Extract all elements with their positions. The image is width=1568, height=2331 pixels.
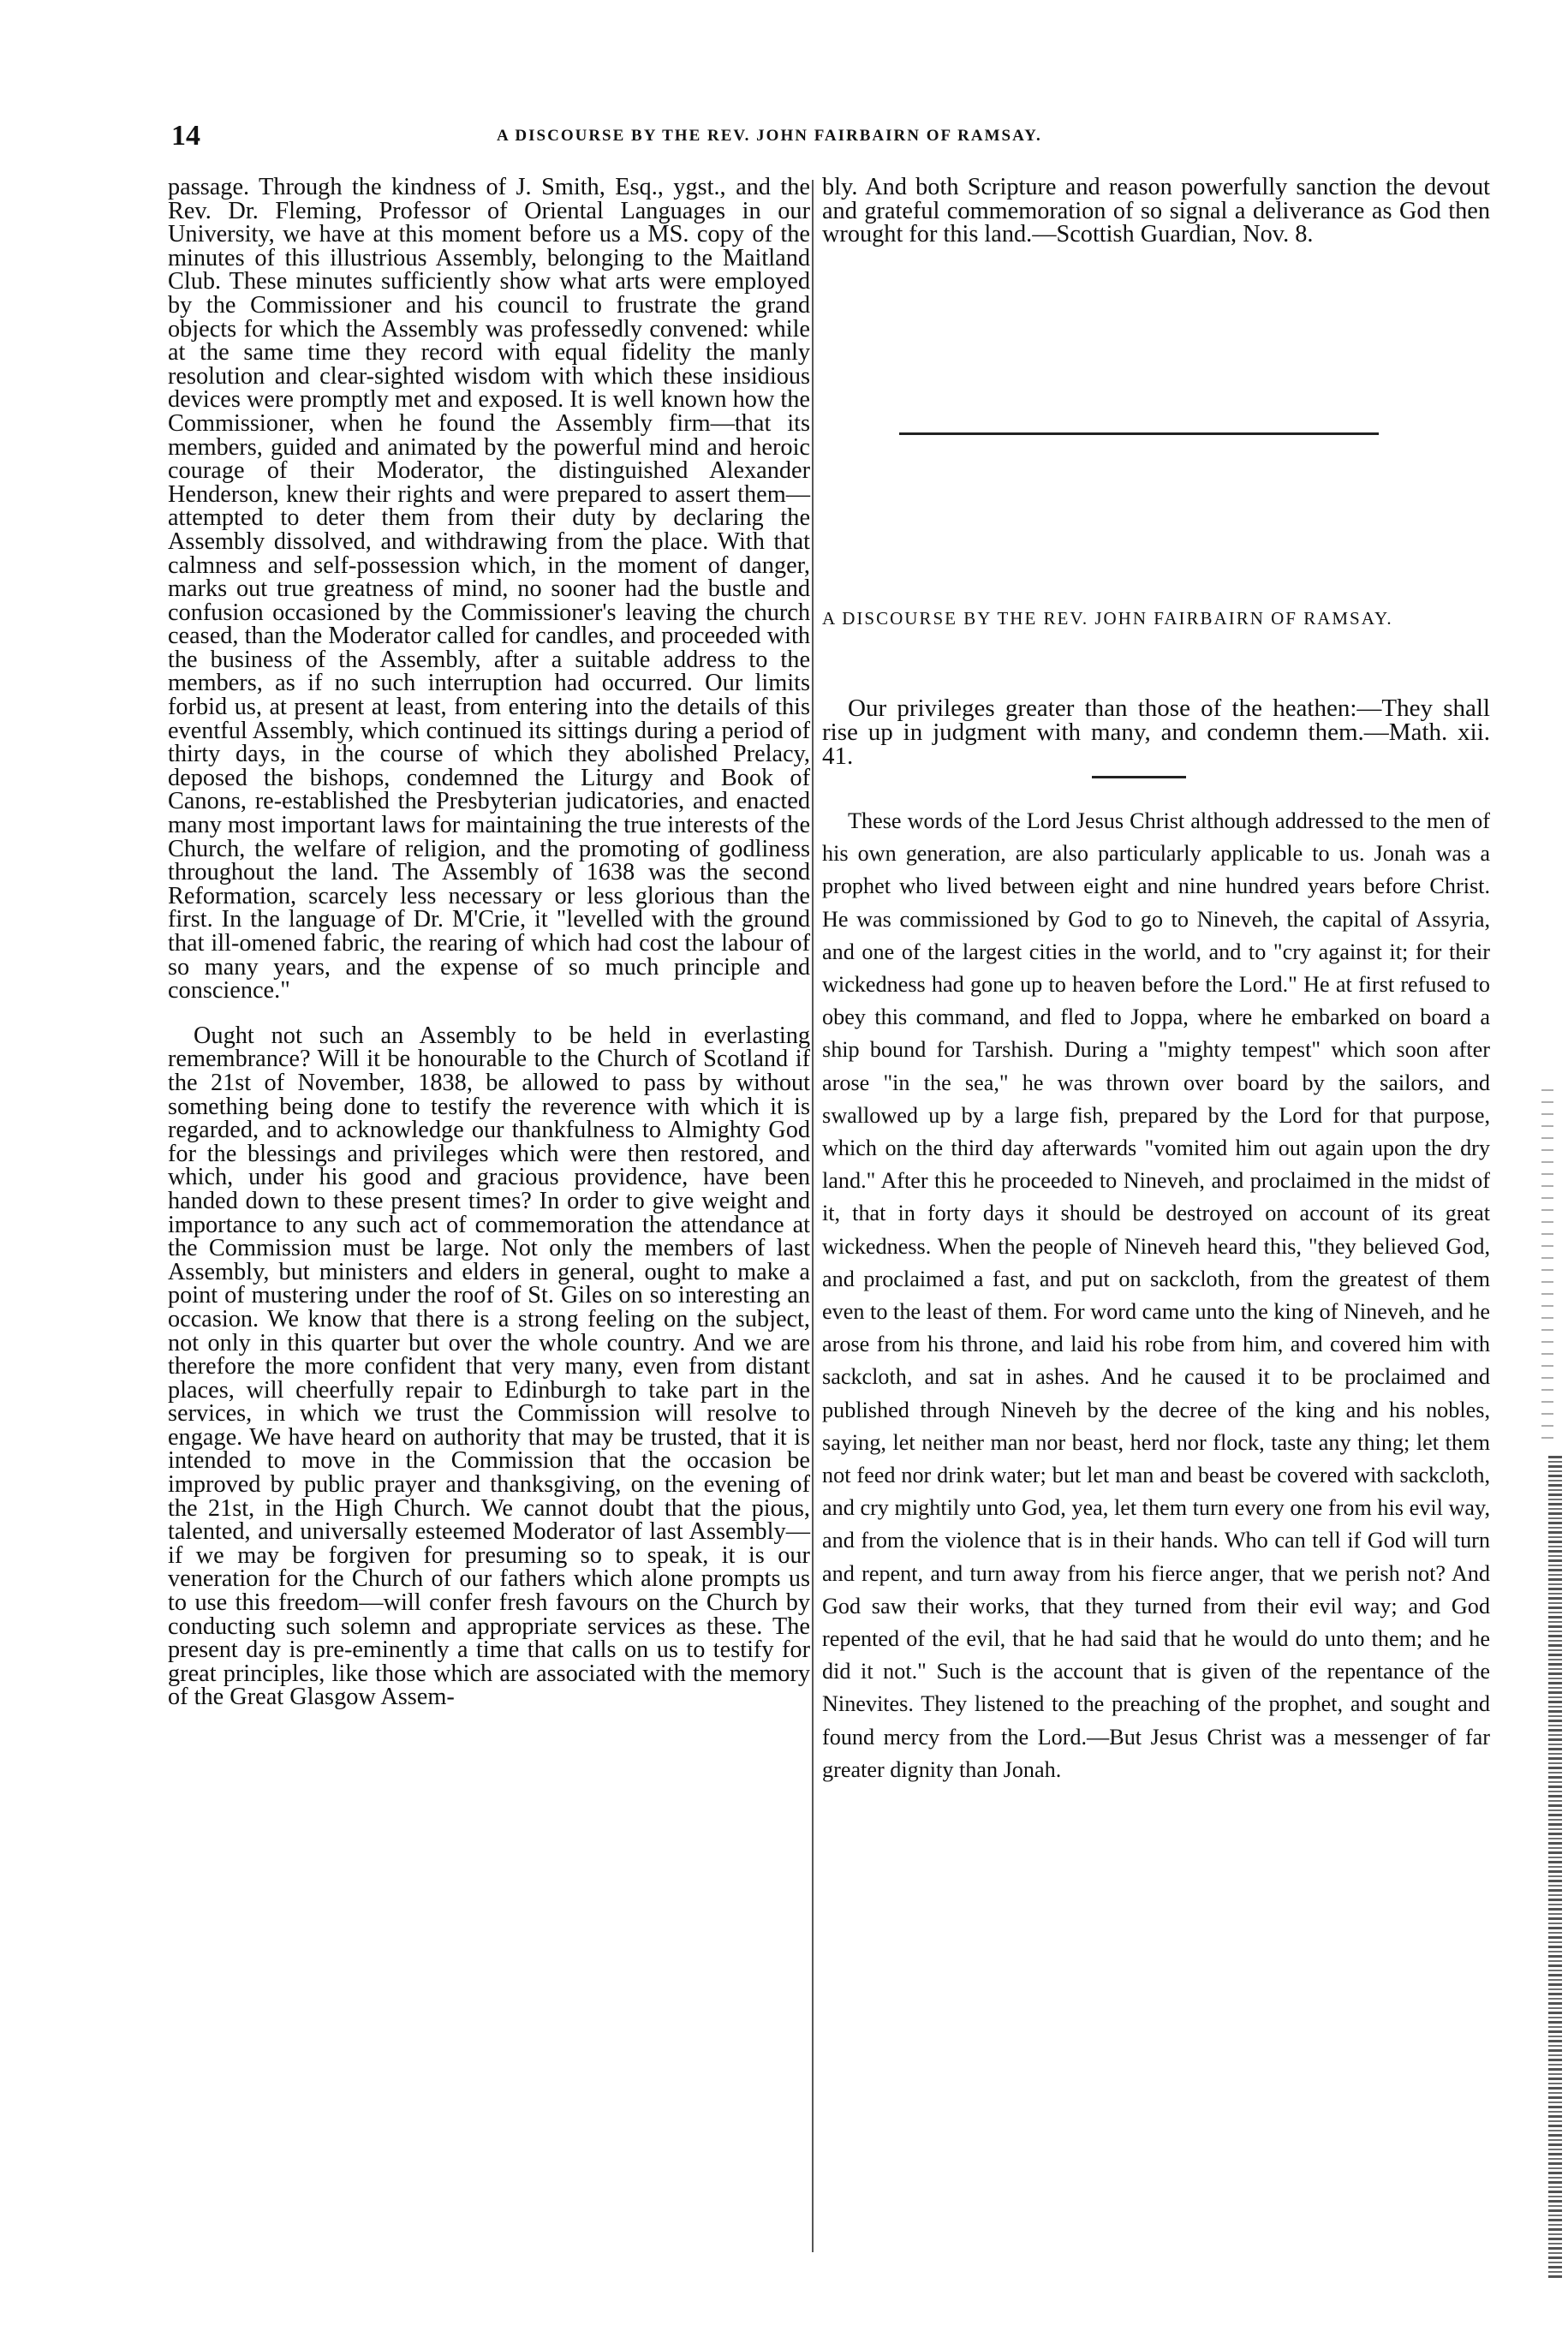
discourse-title: A DISCOURSE BY THE REV. JOHN FAIRBAIRN OF RAMSAY. [822, 608, 1393, 629]
running-title: A DISCOURSE BY THE REV. JOHN FAIRBAIRN OF RAMSAY. [497, 127, 1042, 145]
epigraph: Our privileges greater than those of the heathen:—They shall rise up in judgment with many, and condemn them.—Math. xii. 41. [822, 695, 1490, 770]
page-number: 14 [171, 120, 200, 152]
section-rule [899, 432, 1379, 435]
scan-edge-strip [1548, 1456, 1562, 2278]
page-header [171, 120, 1490, 154]
right-column-continuation [822, 176, 1490, 247]
discourse-body: These words of the Lord Jesus Christ although addressed to the men of his own generation, are also particularly applicable to us. Jonah was a prophet who lived between eight and nine hundred years before Christ. He was commissioned by God to go to Nineveh, the capital of Assyria, and one of the largest cities in the world, and to "cry against it; for their wickedness had gone up to heaven before the Lord." He at first refused to obey this command, and fled to Joppa, where he embarked on board a ship bound for Tarshish. During a "mighty tempest" which soon after arose "in the sea," he was thrown over board by the sailors, and swallowed up by a large fish, prepared by the Lord for that purpose, which on the third day afterwards "vomited him out again upon the dry land." After this he proceeded to Nineveh, and proclaimed in the midst of it, that in forty days it should be destroyed on account of its great wickedness. When the people of Nineveh heard this, "they believed God, and proclaimed a fast, and put on sackcloth, from the greatest of them even to the least of them. For word came unto the king of Nineveh, and he arose from his throne, and laid his robe from him, and covered him with sackcloth, and sat in ashes. And he caused it to be proclaimed and published through Nineveh by the decree of the king and his nobles, saying, let neither man nor beast, herd nor flock, taste any thing; let them not feed nor drink water; but let man and beast be covered with sackcloth, and cry mightily unto God, yea, let them turn every one from his evil way, and from the violence that is in their hands. Who can tell if God will turn and repent, and turn away from his fierce anger, that we perish not? And God saw their works, that they turned from their evil way; and God repented of the evil, that he had said that he would do unto them; and he did it not." Such is the account that is given of the repentance of the Ninevites. They listened to the preaching of the prophet, and sought and found mercy from the Lord.—But Jesus Christ was a messenger of far greater dignity than Jonah. [822, 808, 1490, 1782]
left-paragraph-2: Ought not such an Assembly to be held in everlasting remembrance? Will it be honourable to the Church of Scotland if the 21st of November, 1838, be allowed to pass by without something being done to testify the reverence with which it is regarded, and to acknowledge our thankfulness to Almighty God for the blessings and privileges which were then restored, and which, under his good and gracious providence, have been handed down to these present times? In order to give weight and importance to any such act of commemoration the attendance at the Commission must be large. Not only the members of last Assembly, but ministers and elders in general, ought to make a point of mustering under the roof of St. Giles on so interesting an occasion. We know that there is a strong feeling on the subject, not only in this quarter but over the whole country. And we are therefore the more confident that very many, even from distant places, will cheerfully repair to Edinburgh to take part in the services, in which we trust the Commission will resolve to engage. We have heard on authority that may be trusted, that it is intended to move in the Commission that the occasion be improved by public prayer and thanksgiving, on the evening of the 21st, in the High Church. We cannot doubt that the pious, talented, and universally esteemed Moderator of last Assembly—if we may be forgiven for presuming so to speak, it is our veneration for the Church of our fathers which alone prompts us to use this freedom—will confer fresh favours on the Church by conducting such solemn and appropriate services as these. The present day is pre-eminently a time that calls on us to testify for great principles, like those which are associated with the memory of the Great Glasgow Assem- [168, 1022, 810, 1711]
left-column [168, 176, 810, 1709]
scan-edge-specks [1541, 1079, 1553, 1439]
continuation-text: bly. And both Scripture and reason powerfully sanction the devout and grateful commemoration of so signal a deliverance as God then wrought for this land.—Scottish Guardian, Nov. 8. [822, 174, 1490, 248]
left-paragraph-1: passage. Through the kindness of J. Smith, Esq., ygst., and the Rev. Dr. Fleming, Professor of Oriental Languages in our University, we have at this moment before us a MS. copy of the minutes of this illustrious Assembly, belonging to the Maitland Club. These minutes sufficiently show what arts were employed by the Commissioner and his council to frustrate the grand objects for which the Assembly was professedly convened: while at the same time they record with equal fidelity the manly resolution and clear-sighted wisdom with which these insidious devices were promptly met and exposed. It is well known how the Commissioner, when he found the Assembly firm—that its members, guided and animated by the powerful mind and heroic courage of their Moderator, the distinguished Alexander Henderson, knew their rights and were prepared to assert them—attempted to deter them from their duty by declaring the Assembly dissolved, and withdrawing from the place. With that calmness and self-possession which, in the moment of danger, marks out true greatness of mind, no sooner had the bustle and confusion occasioned by the Commissioner's leaving the church ceased, than the Moderator called for candles, and proceeded with the business of the Assembly, after a suitable address to the members, as if no such interruption had occurred. Our limits forbid us, at present at least, from entering into the details of this eventful Assembly, which continued its sittings during a period of thirty days, in the course of which they abolished Prelacy, deposed the bishops, condemned the Liturgy and Book of Canons, re-established the Presbyterian judicatories, and enacted many most important laws for maintaining the true interests of the Church, the welfare of religion, and the promoting of godliness throughout the land. The Assembly of 1638 was the second Reformation, scarcely less necessary or less glorious than the first. In the language of Dr. M'Crie, it "levelled with the ground that ill-omened fabric, the rearing of which had cost the labour of so many years, and the expense of so much principle and conscience." [168, 174, 810, 1005]
discourse-body-column [822, 805, 1490, 1786]
column-divider [812, 180, 814, 2252]
short-rule [1092, 776, 1186, 778]
